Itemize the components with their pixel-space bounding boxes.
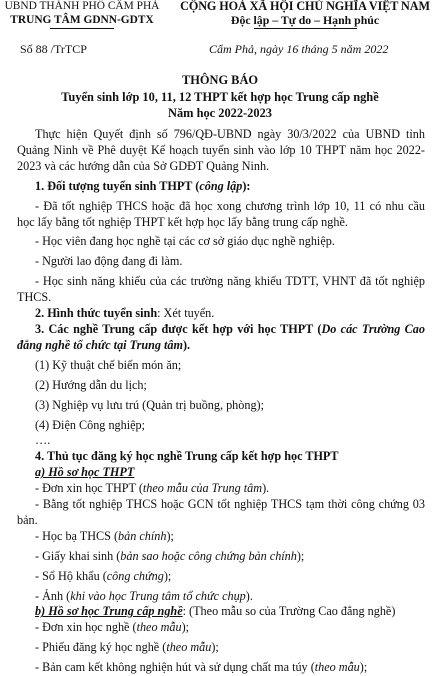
section4-a-item: - Học bạ THCS (bản chính); [35,528,174,543]
issuer-underline [50,28,114,29]
section1-item: - Học sinh năng khiếu của các trường năng khiếu TDTT, VHNT đã tốt nghiệp THCS. [17,274,425,305]
title-year: Năm học 2022-2023 [168,106,272,120]
issuer-parent: UBND THÀNH PHỐ CẨM PHẢ [4,0,160,12]
section4-a-item: - Giấy khai sinh (bản sao hoặc công chứng bản chính); [35,548,305,563]
title-subtitle: Tuyển sinh lớp 10, 11, 12 THPT kết hợp học Trung cấp nghề [61,89,379,104]
section3-item: (4) Điện Công nghiệp; [35,417,146,432]
document-number: Số 88 /TrTCP [20,42,87,56]
national-motto: Độc lập – Tự do – Hạnh phúc [230,12,380,27]
section4-b-item: - Đơn xin học nghề (theo mẫu); [35,620,190,635]
section3-item: (2) Hướng dẫn du lịch; [35,377,147,392]
document-body [17,127,425,676]
document-date: Cẩm Phả, ngày 16 tháng 5 năm 2022 [209,42,389,56]
section1-heading: 1. Đối tượng tuyển sinh THPT (công lập): [35,178,251,193]
section1-item: - Đã tốt nghiệp THCS hoặc đã học xong chương trình lớp 10, 11 có nhu cầu học lấy bằng tốt nghiệp THPT kết hợp học lấy bằng trung cấp nghề. [17,198,425,229]
section4-a-item: - Sổ Hộ khẩu (công chứng); [35,568,172,583]
section3-heading: 3. Các nghề Trung cấp được kết hợp với học THPT (Do các Trường Cao đẳng nghề tổ chức tại Trung tâm). [17,321,425,352]
national-header [170,0,440,27]
section4-b-item: - Phiếu đăng ký học nghề (theo mẫu); [35,640,219,655]
section4-sub-b: b) Hồ sơ học Trung cấp nghề: (Theo mẫu so của Trường Cao đẳng nghề) [35,604,396,619]
intro-paragraph: Thực hiện Quyết định số 796/QĐ-UBND ngày 30/3/2022 của UBND tỉnh Quảng Ninh về Phê duyệt Kế hoạch tuyển sinh vào lớp 10 THPT năm học 2022-2023 và các hướng dẫn của Sở GDĐT Quảng Ninh. [17,127,425,173]
section1-item: - Người lao động đang đi làm. [35,254,183,269]
section3-item: (3) Nghiệp vụ lưu trú (Quản trị buồng, phòng); [35,397,264,412]
section4-b-item: - Bản cam kết không nghiện hút và sử dụng chất ma túy (theo mẫu); [35,660,368,675]
section2-heading: 2. Hình thức tuyển sinh: Xét tuyển. [35,306,215,321]
section3-item: …. [35,433,51,448]
section1-item: - Học viên đang học nghề tại các cơ sở giáo dục nghề nghiệp. [35,234,335,249]
document-title [0,72,440,122]
section4-a-item: - Đơn xin học THPT (theo mẫu của Trung tâm). [35,481,270,496]
title-heading: THÔNG BÁO [181,73,259,87]
issuer-header [2,0,162,27]
national-title: CỘNG HOÀ XÃ HỘI CHỦ NGHĨA VIỆT NAM [180,0,430,13]
section4-heading: 4. Thủ tục đăng ký học nghề Trung cấp kết hợp học THPT [35,449,339,464]
section3-item: (1) Kỹ thuật chế biến món ăn; [35,357,182,372]
motto-underline [254,28,357,29]
section4-a-item: - Bằng tốt nghiệp THCS hoặc GCN tốt nghiệp THCS tạm thời công chứng 03 bản. [17,497,425,527]
section4-sub-a: a) Hồ sơ học THPT [35,465,135,480]
section4-a-item: - Ảnh (khi vào học Trung tâm tổ chức chụp). [35,588,253,603]
issuer-name: TRUNG TÂM GDNN-GDTX [10,13,154,26]
